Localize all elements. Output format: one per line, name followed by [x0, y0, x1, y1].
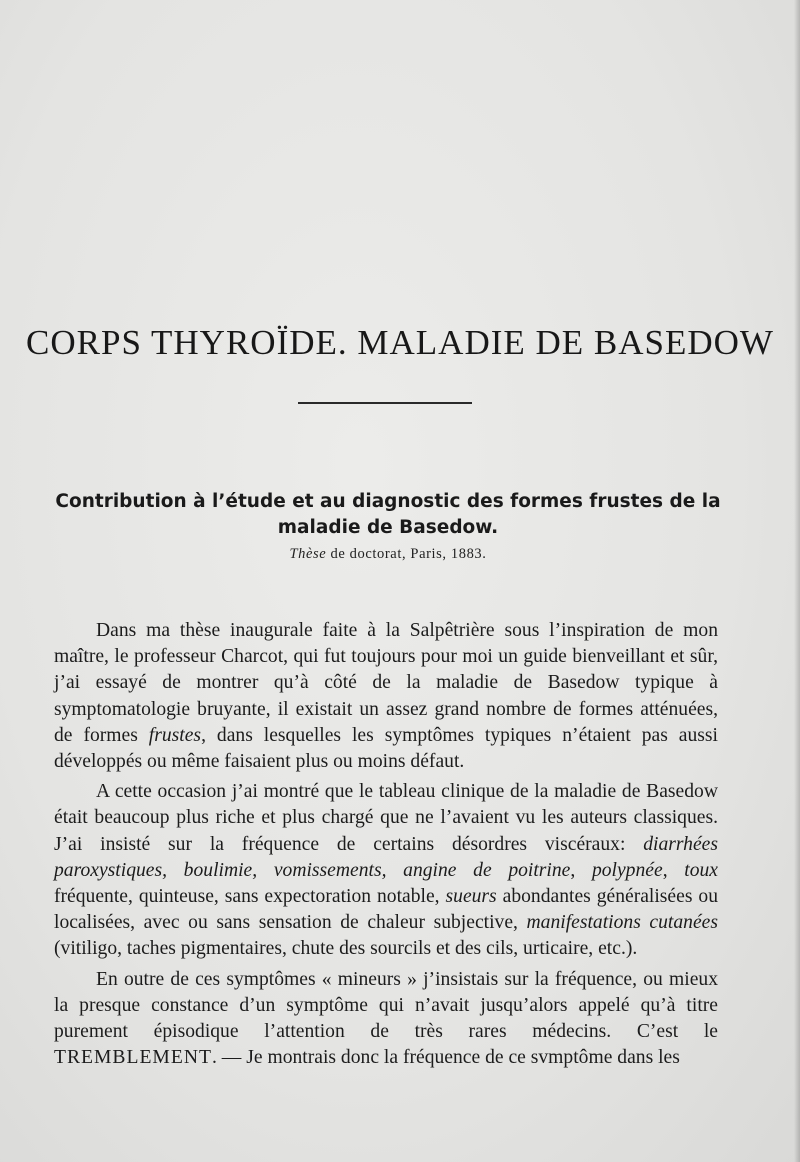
title-divider-rule	[298, 402, 472, 404]
paragraph-2-text-d: (vitiligo, taches pigmentaires, chute des sourcils et des cils, urticaire, etc.).	[54, 938, 638, 960]
paragraph-2-text-b: fréquente, quinteuse, sans expectoration notable,	[54, 886, 446, 908]
article-heading-line1: Contribution à l’étude et au diagnostic des formes frustes de la	[55, 491, 721, 512]
paragraph-3-text-a: En outre de ces symptômes « mineurs » j’insistais sur la fréquence, ou mieux la presque constance d’un symptôme qui n’avait jusqu’alors appelé qu’à titre purement épisodique l’attention de très rares médecins. C’est le	[54, 968, 718, 1043]
source-details: de doctorat, Paris, 1883.	[326, 546, 487, 562]
paragraph-3-text-b: . — Je montrais donc la fréquence de ce svmptôme dans les	[211, 1047, 680, 1069]
paragraph-2	[54, 779, 718, 962]
paragraph-1	[54, 618, 718, 775]
paragraph-2-comma-2: ,	[662, 859, 685, 881]
paragraph-3-smallcaps-tremblement: TREMBLEMENT	[54, 1047, 212, 1069]
article-heading	[50, 489, 726, 541]
source-thesis-label: Thèse	[289, 546, 327, 562]
paragraph-2-italic-symptoms: diarrhées paroxystiques, boulimie, vomissements, angine de poitrine	[54, 833, 718, 881]
paragraph-1-text-b: , dans lesquelles les symptômes typiques n’étaient pas aussi développés ou même faisaient plus ou moins défaut.	[54, 724, 718, 773]
paragraph-1-italic-frustes: frustes	[148, 724, 202, 746]
paragraph-2-text-c: abondantes généralisées ou localisées, avec ou sans sensation de chaleur subjective,	[54, 886, 718, 934]
paragraph-2-text-a: A cette occasion j’ai montré que le tableau clinique de la maladie de Basedow était beaucoup plus riche et plus chargé que ne l’avaient vu les auteurs classiques. J’ai insisté sur la fréquence de certains désordres viscéraux:	[54, 781, 718, 855]
chapter-title: CORPS THYROÏDE. MALADIE DE BASEDOW	[26, 323, 774, 362]
article-source	[50, 546, 726, 563]
paragraph-1-text-a: Dans ma thèse inaugurale faite à la Salpêtrière sous l’inspiration de mon maître, le professeur Charcot, qui fut toujours pour moi un guide bienveillant et sûr, j’ai essayé de montrer qu’à côté de la maladie de Basedow typique à symptomatologie bruyante, il existait un assez grand nombre de formes atténuées, de formes	[54, 620, 718, 746]
paragraph-2-italic-manifestations: manifestations cutanées	[526, 912, 718, 934]
body-text	[54, 618, 718, 1075]
paragraph-2-comma-1: ,	[570, 859, 592, 881]
paragraph-3	[54, 967, 718, 1072]
paragraph-2-italic-sueurs: sueurs	[445, 886, 497, 908]
article-heading-line2: maladie de Basedow.	[277, 517, 499, 538]
page-edge-shadow	[794, 0, 800, 1162]
paragraph-2-italic-polypnee: polypnée	[591, 859, 663, 881]
paragraph-2-italic-toux: toux	[684, 859, 718, 881]
